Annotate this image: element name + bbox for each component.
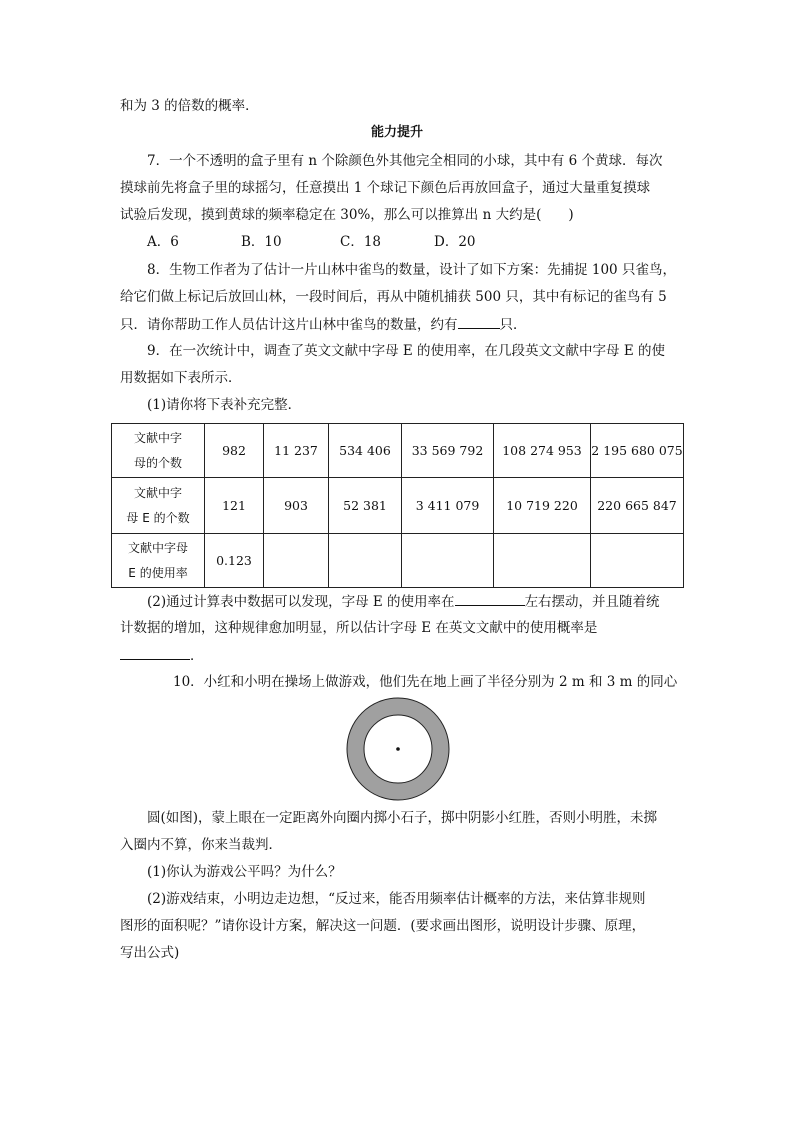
q7-option-b: B．10 — [241, 234, 282, 250]
table-cell: 982 — [205, 424, 264, 478]
p1-text: 和为 3 的倍数的概率． — [120, 98, 259, 114]
q9-blank-2[interactable] — [120, 645, 190, 660]
q9-sub2-line3: ． — [120, 645, 680, 666]
q10-sub2-line3: 写出公式) — [120, 945, 180, 961]
table-cell: 534 406 — [329, 424, 402, 478]
q8-line3-end: 只． — [499, 317, 527, 333]
q10-sub1: (1)你认为游戏公平吗？为什么？ — [147, 864, 342, 880]
table-cell-empty[interactable] — [329, 534, 402, 588]
table-cell: 0.123 — [205, 534, 264, 588]
q7-line3: 试验后发现，摸到黄球的频率稳定在 30%，那么可以推算出 n 大约是( ) — [120, 207, 574, 223]
q8-line1: 8．生物工作者为了估计一片山林中雀鸟的数量，设计了如下方案：先捕捉 100 只雀鸟， — [147, 262, 676, 278]
q8-line3 — [120, 314, 680, 335]
q10-sub2-line1: (2)游戏结束，小明边走边想，“反过来，能否用频率估计概率的方法，来估算非规则 — [147, 891, 646, 907]
table-cell: 108 274 953 — [494, 424, 591, 478]
table-row-label: 文献中字 母的个数 — [112, 424, 205, 478]
table-row-label: 文献中字 母 E 的个数 — [112, 478, 205, 534]
table-cell-empty[interactable] — [402, 534, 494, 588]
table-cell-empty[interactable] — [494, 534, 591, 588]
table-cell: 11 237 — [264, 424, 329, 478]
table-row — [112, 424, 684, 478]
section-title: 能力提升 — [370, 125, 423, 140]
q10-line3: 入圈内不算，你来当裁判． — [120, 837, 282, 853]
table-cell: 3 411 079 — [402, 478, 494, 534]
table-cell: 10 719 220 — [494, 478, 591, 534]
table-row — [112, 478, 684, 534]
q9-sub1: (1)请你将下表补充完整． — [147, 397, 302, 413]
e-usage-table — [111, 423, 684, 588]
concentric-circles-figure — [346, 697, 450, 801]
q8-line2: 给它们做上标记后放回山林，一段时间后，再从中随机捕获 500 只，其中有标记的雀鸟有 5 — [120, 289, 667, 305]
q7-line2: 摸球前先将盒子里的球摇匀，任意摸出 1 个球记下颜色后再放回盒子，通过大量重复摸球 — [120, 180, 651, 196]
table-cell: 33 569 792 — [402, 424, 494, 478]
table-cell: 121 — [205, 478, 264, 534]
q7-option-a: A．6 — [147, 234, 179, 250]
q9-sub2-line2: 计数据的增加，这种规律愈加明显，所以估计字母 E 在英文文献中的使用概率是 — [120, 620, 598, 636]
q7-line1: 7．一个不透明的盒子里有 n 个除颜色外其他完全相同的小球，其中有 6 个黄球．每次 — [147, 153, 663, 169]
q10-line2: 圆(如图)，蒙上眼在一定距离外向圈内掷小石子，掷中阴影小红胜，否则小明胜，未掷 — [147, 810, 658, 826]
center-point — [396, 747, 400, 751]
q9-blank-1[interactable] — [455, 591, 525, 606]
q9-line2: 用数据如下表所示． — [120, 370, 242, 386]
q9-sub2-line1: (2)通过计算表中数据可以发现，字母 E 的使用率在 左右摆动，并且随着统 — [147, 591, 707, 612]
table-cell: 903 — [264, 478, 329, 534]
table-row-label: 文献中字母 E 的使用率 — [112, 534, 205, 588]
q10-sub2-line2: 图形的面积呢？”请你设计方案，解决这一问题．(要求画出图形，说明设计步骤、原理， — [120, 918, 646, 934]
q7-option-d: D．20 — [434, 234, 476, 250]
q8-line3-text: 只．请你帮助工作人员估计这片山林中雀鸟的数量，约有 — [120, 317, 458, 333]
q10-line1: 10．小红和小明在操场上做游戏，他们先在地上画了半径分别为 2 m 和 3 m 的同心 — [173, 674, 678, 690]
table-cell: 220 665 847 — [591, 478, 684, 534]
table-cell: 52 381 — [329, 478, 402, 534]
q9-line1: 9．在一次统计中，调查了英文文献中字母 E 的使用率，在几段英文文献中字母 E 的使 — [147, 343, 665, 359]
q7-option-c: C．18 — [340, 234, 382, 250]
table-cell-empty[interactable] — [264, 534, 329, 588]
table-row — [112, 534, 684, 588]
q8-answer-blank[interactable] — [458, 314, 500, 329]
table-cell-empty[interactable] — [591, 534, 684, 588]
table-cell: 2 195 680 075 — [591, 424, 684, 478]
